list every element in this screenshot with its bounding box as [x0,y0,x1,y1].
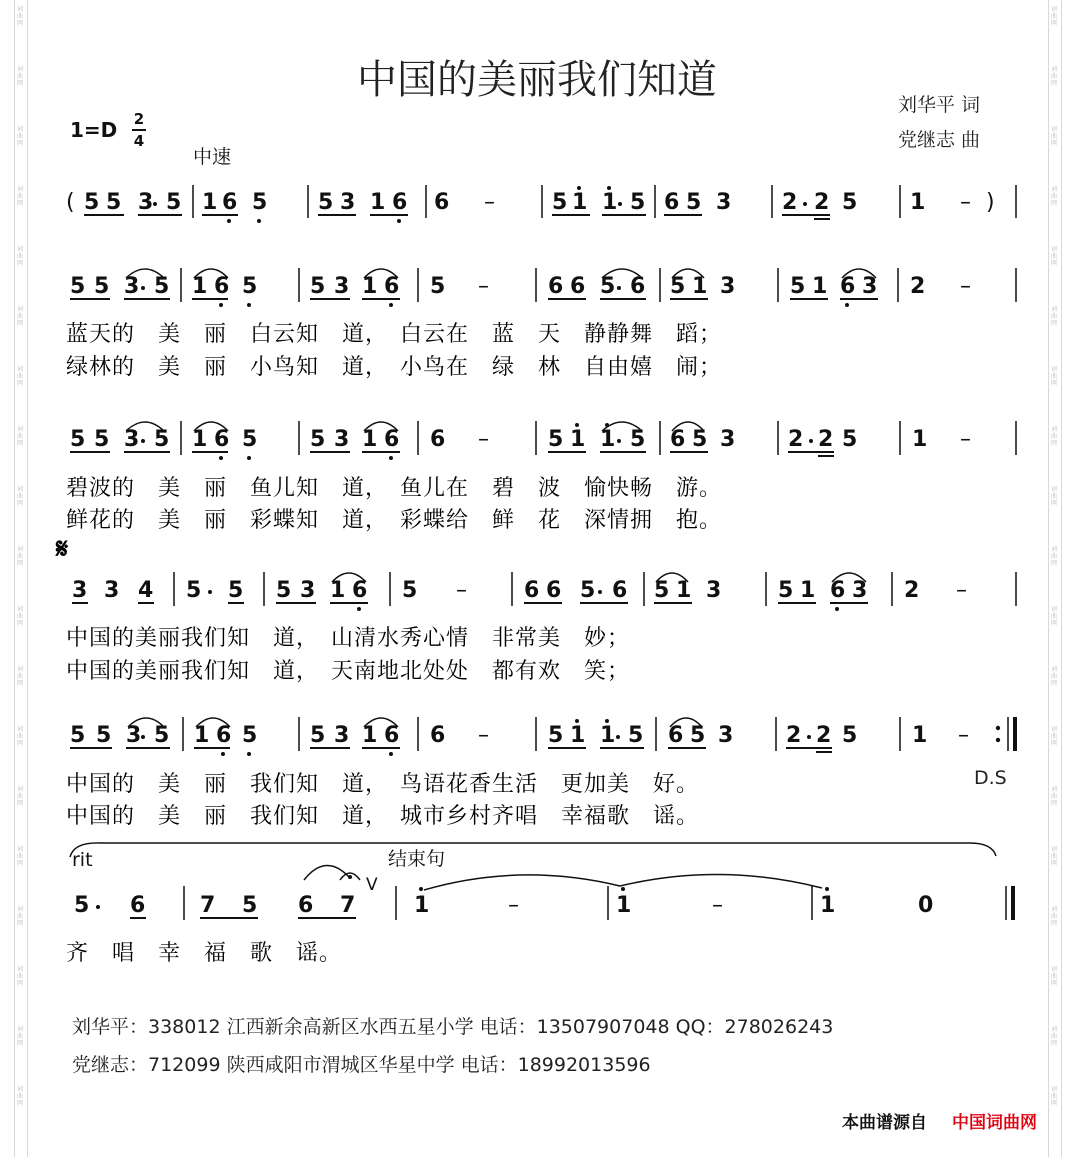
dash: – [958,723,969,748]
side-watermark-text: 词 曲 网 [16,1086,23,1107]
side-watermark-text: 词 曲 网 [1050,546,1057,567]
score-line-5 [70,717,1015,756]
contact-lyricist: 刘华平：338012 江西新余高新区水西五星小学 电话：13507907048 QQ：278026243 [72,1016,834,1038]
dash: – [956,578,967,603]
note: 1 [194,723,210,748]
note: 5 [686,190,702,215]
lyric-line: 中国的 美 丽 我们知 道， 鸟语花香生活 更加美 好。 [66,772,700,797]
note: 1 [602,190,618,215]
note: 1 [600,427,616,452]
lyric-line: 齐 唱 幸 福 歌 谣。 [66,941,343,966]
side-watermark-text: 词 曲 网 [1050,186,1057,207]
score-line-4 [72,572,1016,611]
note: 1 [820,893,836,918]
note: 5 [242,274,258,299]
score-line-1 [66,185,1016,223]
note: 5 [842,723,858,748]
side-watermark-text: 词 曲 网 [1050,906,1057,927]
note: 3 [720,427,736,452]
note: 5 [106,190,122,215]
note: 3 [852,578,868,603]
note: 5 [842,190,858,215]
side-watermark-text: 词 曲 网 [16,186,23,207]
note: 5 [580,578,596,603]
lyric-line: 鲜花的 美 丽 彩蝶知 道， 彩蝶给 鲜 花 深情拥 抱。 [66,508,723,533]
dash: – [478,723,489,748]
note: 6 [392,190,408,215]
note: 6 [840,274,856,299]
note: 5 [228,578,244,603]
note: 5 [670,274,686,299]
note: 5 [154,723,170,748]
side-watermark-text: 词 曲 网 [1050,486,1057,507]
lyric-line: 中国的美丽我们知 道， 山清水秀心情 非常美 妙； [66,626,631,651]
note: 5 [430,274,446,299]
note: 5 [242,893,258,918]
note: 3 [862,274,878,299]
note: 5 [310,427,326,452]
note: 2 [814,190,830,215]
note: 3 [334,274,350,299]
note: 7 [200,893,216,918]
note: 6 [384,274,400,299]
side-watermark-text: 词 曲 网 [1050,1086,1057,1107]
dash: – [508,893,519,918]
side-watermark-text: 词 曲 网 [16,306,23,327]
side-watermark-text: 词 曲 网 [16,66,23,87]
note: 1 [362,427,378,452]
dash: – [960,190,971,215]
dash: – [456,578,467,603]
note: 6 [668,723,684,748]
dash: – [960,427,971,452]
note: 1 [572,190,588,215]
note: 6 [214,427,230,452]
note: 3 [706,578,722,603]
side-watermark-text: 词 曲 网 [16,786,23,807]
coda-bracket [70,843,996,857]
note: 4 [138,578,154,603]
note: 5 [548,427,564,452]
lyric-line: 中国的 美 丽 我们知 道， 城市乡村齐唱 幸福歌 谣。 [66,804,700,829]
note: 6 [546,578,562,603]
footer-source-label: 本曲谱源自 [842,1113,927,1133]
note: 6 [570,274,586,299]
ds-marking: D.S [974,767,1007,789]
tempo-marking: 中速 [193,146,232,168]
note: 1 [600,723,616,748]
footer-brand-link[interactable]: 中国词曲网 [952,1113,1037,1133]
lyricist-credit: 刘华平 词 [898,94,981,116]
side-watermark-text: 词 曲 网 [1050,66,1057,87]
note: 5 [630,427,646,452]
note: 5 [654,578,670,603]
note: 6 [216,723,232,748]
note: 6 [612,578,628,603]
note: 3 [334,723,350,748]
note: 0 [918,893,934,918]
note: 5 [74,893,90,918]
side-watermark-text: 词 曲 网 [1050,126,1057,147]
note: 2 [788,427,804,452]
composer-credit: 党继志 曲 [898,129,981,151]
note: 6 [384,723,400,748]
note: 3 [104,578,120,603]
note: 3 [716,190,732,215]
note: 5 [96,723,112,748]
lyric-line: 中国的美丽我们知 道， 天南地北处处 都有欢 笑； [66,659,631,684]
note: 6 [222,190,238,215]
side-watermark-text: 词 曲 网 [1050,1026,1057,1047]
score-line-3 [70,421,1016,460]
side-watermark-text: 词 曲 网 [16,906,23,927]
note: 1 [370,190,386,215]
note: 3 [340,190,356,215]
note: 5 [630,190,646,215]
note: 3 [718,723,734,748]
note: 5 [252,190,268,215]
note: 5 [276,578,292,603]
note: 5 [70,427,86,452]
coda-label: 结束句 [388,848,446,870]
note: 1 [330,578,346,603]
note: 1 [812,274,828,299]
side-watermark-text: 词 曲 网 [16,366,23,387]
note: 3 [300,578,316,603]
note: 6 [130,893,146,918]
note: 1 [570,427,586,452]
note: 2 [786,723,802,748]
note: 2 [816,723,832,748]
note: 3 [720,274,736,299]
note: 6 [524,578,540,603]
note: 1 [362,274,378,299]
note: 1 [192,274,208,299]
dash: – [960,274,971,299]
note: 5 [778,578,794,603]
note: 3 [72,578,88,603]
note: 3 [124,274,140,299]
note: 5 [692,427,708,452]
note: 1 [800,578,816,603]
note: 5 [166,190,182,215]
lyric-line: 碧波的 美 丽 鱼儿知 道， 鱼儿在 碧 波 愉快畅 游。 [66,476,723,501]
note: 6 [298,893,314,918]
note: 5 [310,274,326,299]
side-watermark-text: 词 曲 网 [16,966,23,987]
note: 5 [842,427,858,452]
side-watermark-text: 词 曲 网 [1050,846,1057,867]
note: 5 [402,578,418,603]
side-watermark-text: 词 曲 网 [1050,426,1057,447]
side-watermark-text: 词 曲 网 [16,126,23,147]
note: 3 [334,427,350,452]
svg-text:): ) [986,190,995,215]
side-watermark-text: 词 曲 网 [1050,6,1057,27]
note: 3 [126,723,142,748]
note: 5 [310,723,326,748]
note: 5 [690,723,706,748]
svg-text:(: ( [66,190,75,215]
note: 1 [414,893,430,918]
lyric-line: 绿林的 美 丽 小鸟知 道， 小鸟在 绿 林 自由嬉 闹； [66,355,723,380]
note: 5 [600,274,616,299]
note: 6 [214,274,230,299]
note: 6 [384,427,400,452]
note: 5 [548,723,564,748]
breath-mark: V [366,875,378,895]
note: 1 [362,723,378,748]
note: 5 [154,274,170,299]
side-watermark-text: 词 曲 网 [16,426,23,447]
side-watermark-text: 词 曲 网 [16,546,23,567]
note: 5 [94,274,110,299]
note: 3 [138,190,154,215]
note: 1 [202,190,218,215]
side-watermark-text: 词 曲 网 [16,726,23,747]
time-sig-top: 2 [133,110,145,128]
time-sig-bottom: 4 [133,132,145,150]
note: 1 [912,723,928,748]
note: 5 [186,578,202,603]
key-signature: 1=D [70,118,118,142]
side-watermark-text: 词 曲 网 [16,846,23,867]
score-line-6 [74,865,1013,920]
side-watermark-text: 词 曲 网 [1050,366,1057,387]
side-watermark-text: 词 曲 网 [1050,606,1057,627]
note: 6 [434,190,450,215]
note: 5 [70,274,86,299]
note: 2 [910,274,926,299]
note: 1 [570,723,586,748]
side-watermark-text: 词 曲 网 [16,666,23,687]
note: 1 [910,190,926,215]
note: 6 [664,190,680,215]
side-watermark-text: 词 曲 网 [1050,666,1057,687]
dash: – [712,893,723,918]
note: 5 [242,723,258,748]
dash: – [484,190,495,215]
note: 2 [904,578,920,603]
side-watermark-text: 词 曲 网 [16,1026,23,1047]
side-watermark-text: 词 曲 网 [1050,306,1057,327]
note: 5 [318,190,334,215]
note: 6 [430,427,446,452]
note: 5 [628,723,644,748]
note: 7 [340,893,356,918]
note: 6 [670,427,686,452]
note: 5 [84,190,100,215]
contact-composer: 党继志：712099 陕西咸阳市渭城区华星中学 电话：18992013596 [72,1054,651,1076]
note: 6 [430,723,446,748]
song-title: 中国的美丽我们知道 [357,57,717,103]
rit-marking: rit [72,849,93,871]
side-watermark-text: 词 曲 网 [1050,726,1057,747]
note: 6 [830,578,846,603]
note: 1 [616,893,632,918]
segno-mark: 𝄋 [56,532,69,565]
dash: – [478,427,489,452]
note: 2 [782,190,798,215]
side-watermark-text: 词 曲 网 [16,606,23,627]
side-watermark-text: 词 曲 网 [1050,966,1057,987]
note: 1 [192,427,208,452]
note: 5 [790,274,806,299]
note: 6 [548,274,564,299]
note: 5 [242,427,258,452]
side-watermark-text: 词 曲 网 [1050,786,1057,807]
note: 5 [552,190,568,215]
note: 5 [94,427,110,452]
note: 3 [124,427,140,452]
note: 6 [352,578,368,603]
side-watermark-text: 词 曲 网 [16,6,23,27]
note: 2 [818,427,834,452]
note: 1 [676,578,692,603]
note: 6 [630,274,646,299]
note: 5 [154,427,170,452]
score-line-2 [70,268,1016,307]
note: 1 [912,427,928,452]
side-watermark-text: 词 曲 网 [16,246,23,267]
note: 1 [692,274,708,299]
dash: – [478,274,489,299]
side-watermark-text: 词 曲 网 [1050,246,1057,267]
note: 5 [70,723,86,748]
side-watermark-text: 词 曲 网 [16,486,23,507]
lyric-line: 蓝天的 美 丽 白云知 道， 白云在 蓝 天 静静舞 蹈； [66,322,723,347]
